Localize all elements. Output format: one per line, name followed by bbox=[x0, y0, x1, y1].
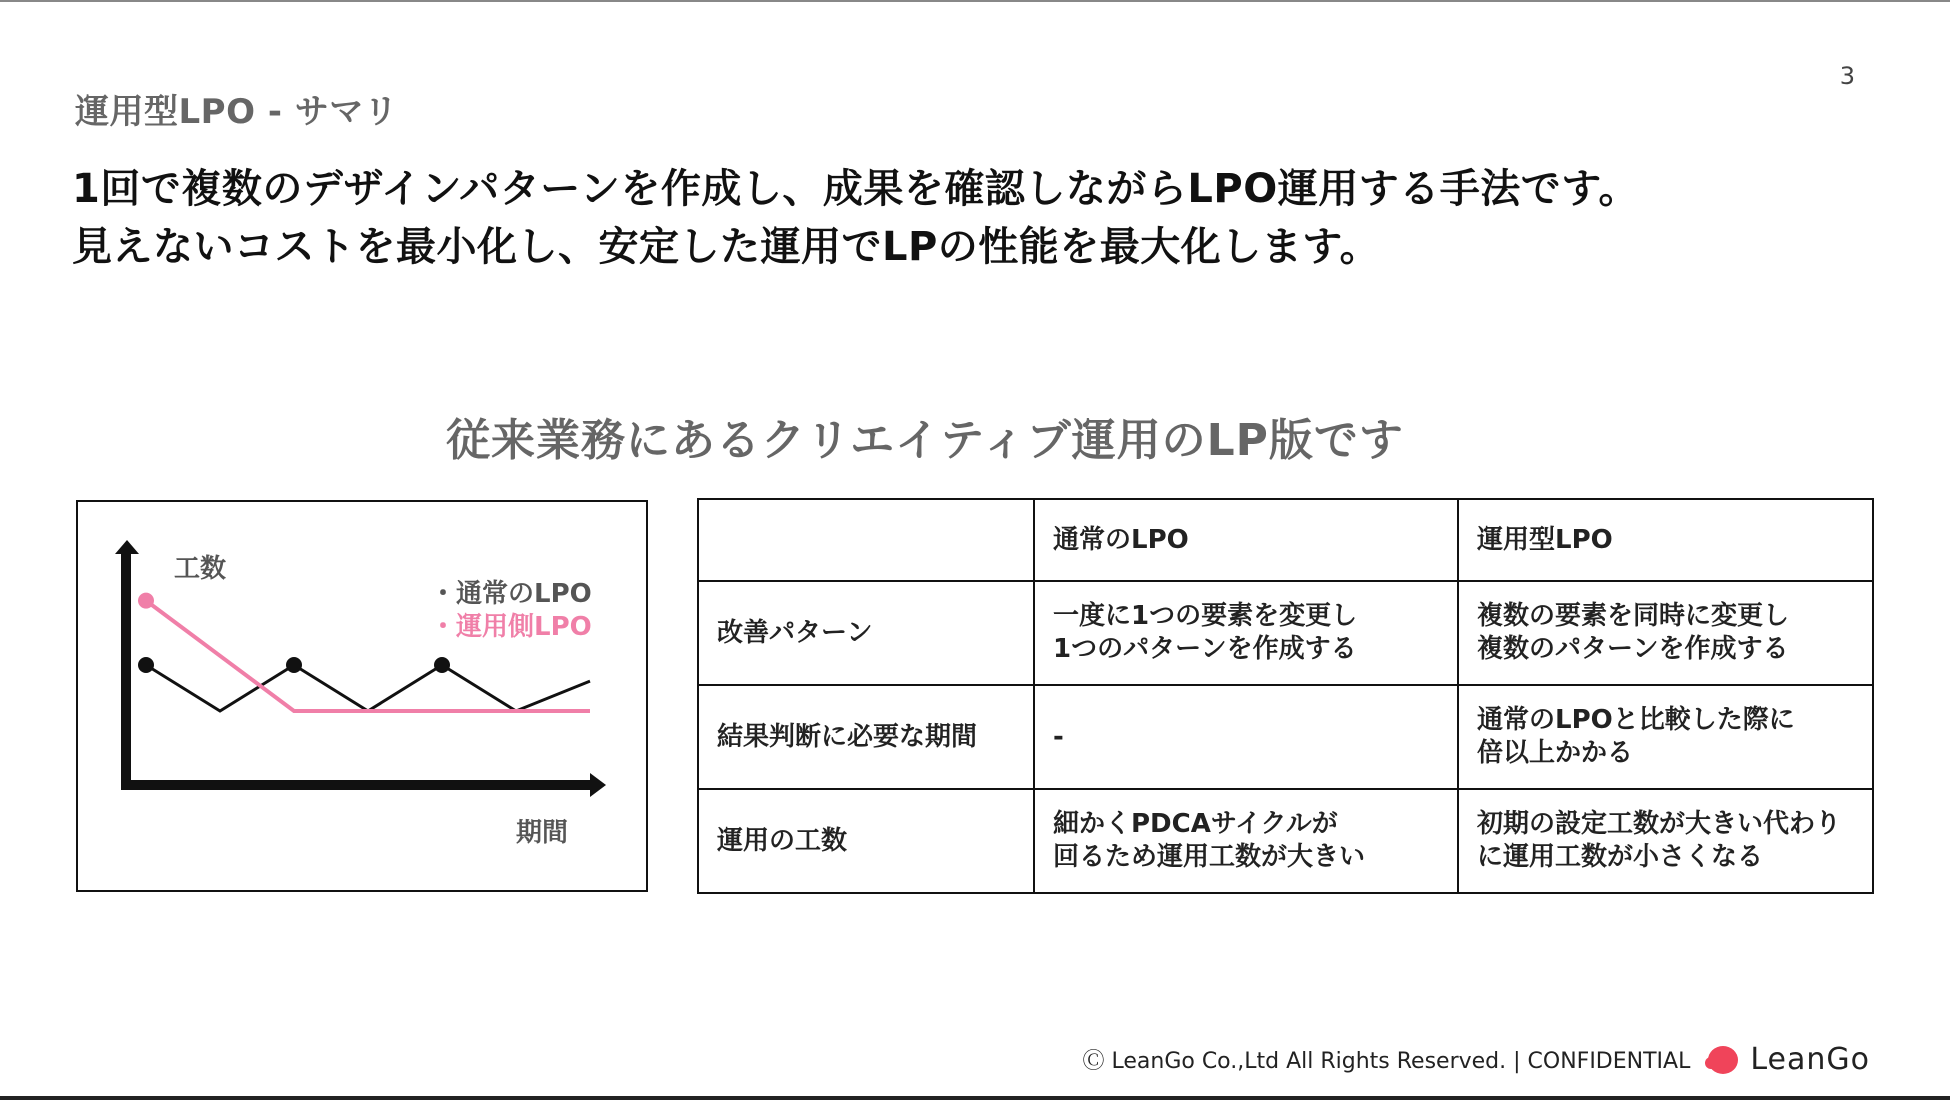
legend-label-normal: ・通常のLPO bbox=[430, 579, 592, 609]
table-header-normal: 通常のLPO bbox=[1034, 499, 1458, 581]
legend-item-normal bbox=[430, 578, 592, 611]
lead-line-1: 1回で複数のデザインパターンを作成し、成果を確認しながらLPO運用する手法です。 bbox=[72, 166, 1640, 212]
x-axis-label: 期間 bbox=[516, 818, 569, 848]
chart-legend bbox=[430, 578, 592, 644]
y-axis-label: 工数 bbox=[174, 554, 227, 584]
row-label: 改善パターン bbox=[698, 581, 1034, 685]
table-row bbox=[698, 789, 1873, 893]
cell-line: 複数の要素を同時に変更し bbox=[1477, 601, 1790, 631]
copyright-text: Ⓒ LeanGo Co.,Ltd All Rights Reserved. | CONFIDENTIAL bbox=[1082, 1049, 1691, 1074]
cell-line: 倍以上かかる bbox=[1477, 738, 1634, 768]
table-row bbox=[698, 685, 1873, 789]
table-header-operated: 運用型LPO bbox=[1458, 499, 1873, 581]
cell-line: 初期の設定工数が大きい代わり bbox=[1477, 809, 1842, 839]
table-header-row bbox=[698, 499, 1873, 581]
section-title: 運用型LPO - サマリ bbox=[75, 92, 399, 132]
row-cell-operated bbox=[1458, 685, 1873, 789]
table-header-corner bbox=[698, 499, 1034, 581]
series-line-normal bbox=[146, 665, 590, 711]
row-label: 運用の工数 bbox=[698, 789, 1034, 893]
page-number: 3 bbox=[1839, 62, 1855, 90]
series-point-operated bbox=[138, 593, 154, 609]
cell-line: - bbox=[1053, 721, 1064, 752]
row-cell-operated bbox=[1458, 789, 1873, 893]
row-cell-normal bbox=[1034, 789, 1458, 893]
subheading: 従来業務にあるクリエイティブ運用のLP版です bbox=[446, 415, 1404, 466]
series-point-normal bbox=[434, 657, 450, 673]
cell-line: 通常のLPOと比較した際に bbox=[1477, 705, 1795, 735]
cell-line: 細かくPDCAサイクルが bbox=[1053, 809, 1338, 839]
legend-label-operated: ・運用側LPO bbox=[430, 612, 592, 642]
cell-line: 一度に1つの要素を変更し bbox=[1053, 601, 1358, 631]
table-row bbox=[698, 581, 1873, 685]
logo-wordmark: LeanGo bbox=[1750, 1042, 1870, 1077]
cell-line: 複数のパターンを作成する bbox=[1477, 634, 1789, 664]
lead-text bbox=[72, 160, 1639, 276]
row-cell-normal bbox=[1034, 685, 1458, 789]
comparison-table bbox=[697, 498, 1874, 894]
y-axis-line bbox=[121, 550, 131, 790]
x-axis-line bbox=[121, 780, 591, 790]
bottom-rule bbox=[0, 1096, 1950, 1100]
leango-logo-icon bbox=[1704, 1043, 1740, 1077]
cell-line: に運用工数が小さくなる bbox=[1477, 842, 1764, 872]
lead-line-2: 見えないコストを最小化し、安定した運用でLPの性能を最大化します。 bbox=[72, 224, 1381, 270]
legend-item-operated bbox=[430, 611, 592, 644]
row-cell-normal bbox=[1034, 581, 1458, 685]
row-cell-operated bbox=[1458, 581, 1873, 685]
x-axis-arrowhead bbox=[590, 773, 606, 797]
footer bbox=[1083, 1042, 1871, 1077]
top-rule bbox=[0, 0, 1950, 2]
cell-line: 回るため運用工数が大きい bbox=[1053, 842, 1366, 872]
series-point-normal bbox=[286, 657, 302, 673]
cell-line: 1つのパターンを作成する bbox=[1053, 634, 1357, 664]
effort-chart bbox=[76, 500, 648, 892]
row-label: 結果判断に必要な期間 bbox=[698, 685, 1034, 789]
series-point-normal bbox=[138, 657, 154, 673]
